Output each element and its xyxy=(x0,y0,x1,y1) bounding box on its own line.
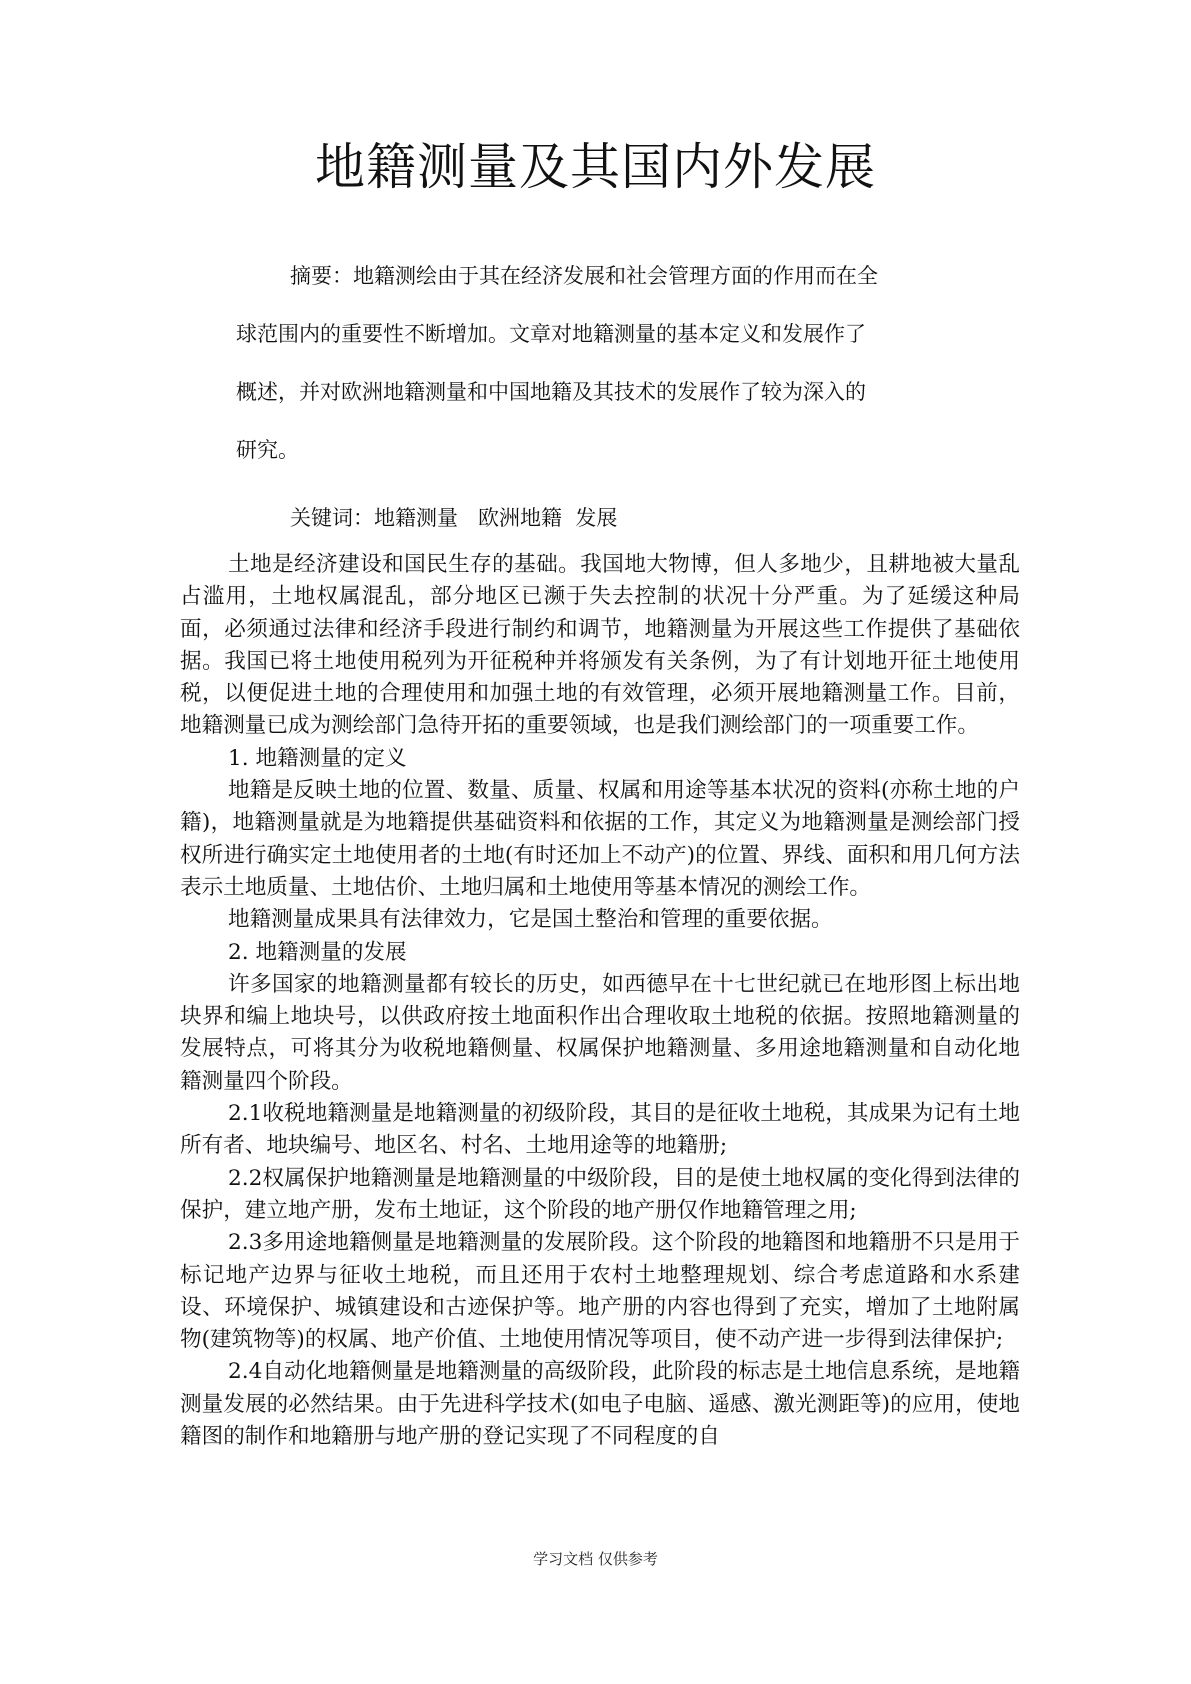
abstract xyxy=(236,247,966,479)
paragraph-stage-2-2: 2.2权属保护地籍测量是地籍测量的中级阶段，目的是使土地权属的变化得到法律的保护，建立地产册，发布土地证，这个阶段的地产册仅作地籍管理之用; xyxy=(180,1165,1020,1223)
paragraph-stage-2-1: 2.1收税地籍测量是地籍测量的初级阶段，其目的是征收土地税，其成果为记有土地所有者、地块编号、地区名、村名、土地用途等的地籍册; xyxy=(180,1101,1020,1159)
paragraph-legal-effect: 地籍测量成果具有法律效力，它是国土整治和管理的重要依据。 xyxy=(228,907,833,933)
body-text xyxy=(180,549,1020,1453)
paragraph-stage-2-4: 2.4自动化地籍侧量是地籍测量的高级阶段，此阶段的标志是土地信息系统，是地籍测量发展的必然结果。由于先进科学技术(如电子电脑、遥感、激光测距等)的应用，使地籍图的制作和地籍册与地产册的登记实现了不同程度的自 xyxy=(180,1359,1020,1450)
keywords: 关键词：地籍测量 欧洲地籍 发展 xyxy=(290,506,618,530)
paragraph-intro: 土地是经济建设和国民生存的基础。我国地大物博，但人多地少，且耕地被大量乱占滥用，土地权属混乱，部分地区已濒于失去控制的状况十分严重。为了延缓这种局面，必须通过法律和经济手段进行制约和调节，地籍测量为开展这些工作提供了基础依据。我国已将土地使用税列为开征税种并将颁发有关条例，为了有计划地开征土地使用税，以便促进土地的合理使用和加强土地的有效管理，必须开展地籍测量工作。目前，地籍测量已成为测绘部门急待开拓的重要领域，也是我们测绘部门的一项重要工作。 xyxy=(180,552,1020,739)
document-title: 地籍测量及其国内外发展 xyxy=(315,138,876,196)
abstract-line: 摘要：地籍测绘由于其在经济发展和社会管理方面的作用而在全 xyxy=(290,264,878,288)
abstract-line: 球范围内的重要性不断增加。文章对地籍测量的基本定义和发展作了 xyxy=(236,322,866,346)
abstract-line: 概述，并对欧洲地籍测量和中国地籍及其技术的发展作了较为深入的 xyxy=(236,380,866,404)
section-heading-development: 2. 地籍测量的发展 xyxy=(228,939,407,965)
paragraph-stage-2-3: 2.3多用途地籍侧量是地籍测量的发展阶段。这个阶段的地籍图和地籍册不只是用于标记地产边界与征收土地税，而且还用于农村土地整理规划、综合考虑道路和水系建设、环境保护、城镇建设和古迹保护等。地产册的内容也得到了充实，增加了土地附属物(建筑物等)的权属、地产价值、土地使用情况等项目，使不动产进一步得到法律保护; xyxy=(180,1230,1020,1353)
abstract-line: 研究。 xyxy=(236,438,299,462)
section-heading-definition: 1. 地籍测量的定义 xyxy=(228,745,407,771)
paragraph-definition: 地籍是反映土地的位置、数量、质量、权属和用途等基本状况的资料(亦称土地的户籍)，地籍测量就是为地籍提供基础资料和依据的工作，其定义为地籍测量是测绘部门授权所进行确实定土地使用者的土地(有时还加上不动产)的位置、界线、面积和用几何方法表示土地质量、土地估价、土地归属和土地使用等基本情况的测绘工作。 xyxy=(180,778,1020,900)
page-footer: 学习文档 仅供参考 xyxy=(533,1550,658,1568)
paragraph-development: 许多国家的地籍测量都有较长的历史，如西德早在十七世纪就已在地形图上标出地块界和编上地块号，以供政府按土地面积作出合理收取土地税的依据。按照地籍测量的发展特点，可将其分为收税地籍侧量、权属保护地籍测量、多用途地籍测量和自动化地籍测量四个阶段。 xyxy=(180,971,1020,1094)
